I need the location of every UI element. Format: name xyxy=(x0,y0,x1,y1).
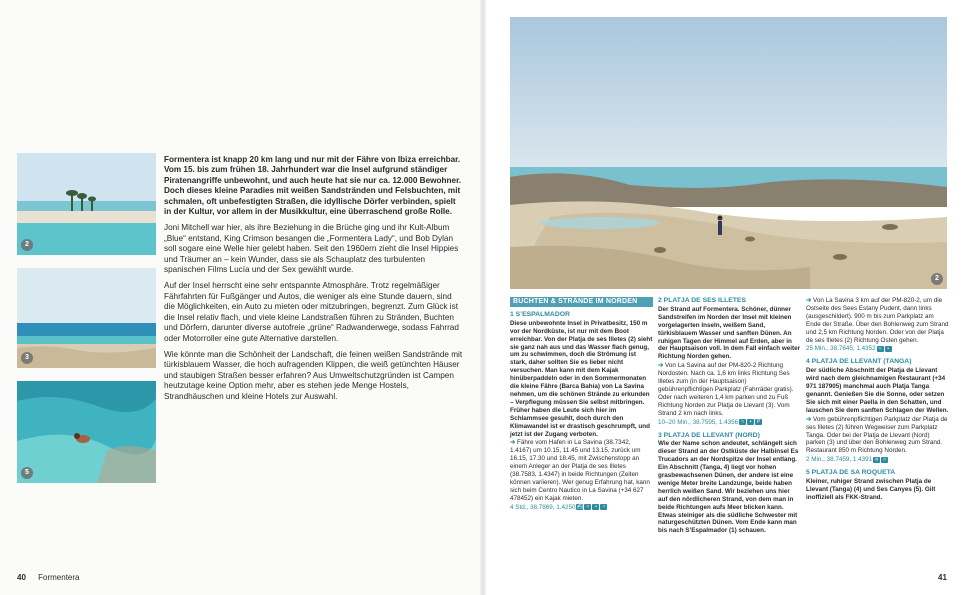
entry-title: 4 PLATJA DE LLEVANT (TANGA) xyxy=(806,358,912,366)
entry-description: Der südliche Abschnitt der Platja de Llevant wird nach dem gleichnamigen Restaurant (+34 971 187905) manchmal auch Platja Tanga genannt. Genießen Sie die Sonne, oder setzen Sie sich mit einer Paella in den Schatten, und lauschen Sie dem sanften Schlagen der Wellen. xyxy=(806,367,949,414)
entry-1 xyxy=(510,311,653,512)
arrow-right-icon: ➔ xyxy=(658,362,666,370)
photo-badge: 2 xyxy=(21,239,33,251)
arrow-right-icon: ➔ xyxy=(510,439,518,447)
intro-text xyxy=(164,155,464,408)
page-number: 40 xyxy=(17,573,26,582)
entry-title: 2 PLATJA DE SES ILLETES xyxy=(658,297,746,304)
left-footer xyxy=(17,573,80,582)
boat-icon: ⛴ xyxy=(576,503,584,510)
parking-icon: P xyxy=(757,418,761,425)
entry-meta: 10–20 Min., 38.7595, 1.4356 xyxy=(658,418,739,426)
swim-icon: ≈ xyxy=(584,504,591,510)
intro-lead-paragraph: Formentera ist knapp 20 km lang und nur mit der Fähre von Ibiza erreichbar. Vom 15. bis zum frühen 18. Jahrhundert war die Insel aufgrund ständiger Piratenangriffe unbewohnt, und auch heute hat sie nur ca. 12.000 Bewohner. Doch dieses kleine Paradies mit weißen Sandstränden und Felsbuchten, mit schmalen, oft unbefestigten Straßen, die idyllische Dörfer verbinden, spielt in der Kultur, vor allem in der Musikkultur, eine überraschend große Rolle. xyxy=(164,155,462,217)
book-gutter xyxy=(480,0,486,595)
entry-description: Wie der Name schon andeutet, schlängelt sich dieser Strand an der Ostküste der Halbinsel Es Trucadors an der Nordspitze der Insel entlang. Ein Abschnitt (Tanga, 4) liegt vor hohen grasbewachsenen Dünen, der andere ist eine wenige Meter breite Landzunge, beide haben herrlich weißen Sand. Wir beziehen uns hier auf den nördlicheren Strand, von dem man in beide Richtungen aufs Meer blicken kann. Etwas steiniger als die südliche Schwester mit naturgeschützten Dünen. Vom Ende kann man bis nach S’Espalmador (1) schauen. xyxy=(658,440,799,535)
entry-3 xyxy=(658,432,801,536)
guide-column-3 xyxy=(806,297,949,503)
entry-description: Der Strand auf Formentera. Schöner, dünner Sandstreifen im Norden der Insel mit kleinen vorgelagerten Inseln, weißem Sand, türkisblauem Wasser und sanften Dünen. An ruhigen Tagen der Himmel auf Erden, aber in der Hauptsaison voll. In dem Fall einfach weiter Richtung Norden gehen. xyxy=(658,305,801,361)
kayak-icon: ~ xyxy=(600,504,607,510)
intro-paragraph: Joni Mitchell war hier, als ihre Beziehung in die Brüche ging und ihr Kult-Album „Blue“ entstand, King Crimson besangen die „Formentera Lady“, und Bob Dylan soll sogare eine Welle hier gelebt haben. Seit den 1960ern zieht die Insel Hippies und Träumer an – kein Wunder, dass sie als Schauplatz des turbulenten spanischen Films Lucía und der Sex gewählt wurde. xyxy=(164,223,459,275)
running-title: Formentera xyxy=(38,573,80,582)
photo-badge: 5 xyxy=(21,467,33,479)
entry-directions: Fähre vom Hafen in La Savina (38.7342, 1.4167) um 10.15, 11.45 und 13.15, zurück um 16.15, 17.30 und 18.45, mit Zwischenstopp an einem Anleger an der Platja de ses Illetes (38.7583, 1.4347) in beide Richtungen (Zeiten können variieren). Wer genug Erfahrung hat, kann sich beim Centro Nautico in La Savina (+34 627 478452) ein Kajak mieten. xyxy=(510,439,650,502)
page-number: 41 xyxy=(938,573,947,582)
hero-photo-beach-walker xyxy=(510,17,947,289)
walk-icon: • xyxy=(592,504,599,510)
entry-description: Diese unbewohnte Insel in Privatbesitz, 150 m vor der Nordküste, ist nur mit dem Boot erreichbar. Von der Platja de ses Illetes (2) sieht sie ganz nah aus und das Wasser flach genug, um zu schwimmen, doch die Strömung ist stark, daher sollten Sie es lieber nicht versuchen. Man kann mit dem Kajak hinüberpaddeln oder in den Sommermonaten die kleine Fähre (Barca Bahía) von La Savina nehmen, um die schönen Strände zu erkunden – Verpflegung müssen Sie selbst mitbringen. Früher haben die Leute sich hier im Schlammsee gesuhlt, doch durch den Klimawandel ist er drastisch geschrumpft, und jetzt ist der Zugang verboten. xyxy=(510,319,653,438)
guide-column-1 xyxy=(510,297,653,517)
photo-turquoise-shore xyxy=(17,268,156,368)
entry-directions: Von La Savina 3 km auf der PM-820-2, um die Ostseite des Sees Estany Pudent, dann links (ausgeschildert). 900 m bis zum Parkplatz am Ende der Straße. Über den Bohlenweg zum Strand und 2,5 km Richtung Norden. Oder von der Platja de ses Illetes (2) Richtung Osten gehen. xyxy=(806,297,949,344)
photo-beach-islets xyxy=(17,153,156,255)
intro-paragraph: Wie könnte man die Schönheit der Landschaft, die feinen weißen Sandstrände mit türkisblauem Wasser, die hoch aufragenden Klippen, die weiß getünchten Häuser und staubigen Straßen besser erfahren? Aus Umweltschutzgründen ist Campen heutzutage keine Option mehr, aber es stehen jede Menge Hostels, Strandhäuschen und kleine Hotels zur Auswahl. xyxy=(164,349,463,401)
intro-paragraph: Auf der Insel herrscht eine sehr entspannte Atmosphäre. Trotz regelmäßiger Fährfahrten für Fußgänger und Autos, die weniger als eine Stunde dauern, sind die Möglichkeiten, ein Auto zu mieten oder mitzubringen, begrenzt. Zum Glück ist die Insel relativ flach, und viele kleine Landstraßen führen zu Stränden, Buchten und Dörfern, darunter diverse autofreie „grüne“ Radwanderwege, sodass Fahrrad oder Motorroller eine gute Alternative darstellen. xyxy=(164,281,459,343)
entry-meta: 25 Min., 38.7645, 1.4352 xyxy=(806,345,876,353)
entry-2 xyxy=(658,297,801,427)
arrow-right-icon: ➔ xyxy=(806,415,814,423)
guide-column-2 xyxy=(658,297,801,536)
entry-description: Kleiner, ruhiger Strand zwischen Platja de Llevant (Tanga) (4) und Ses Canyes (5). Gilt inoffiziell als FKK-Strand. xyxy=(806,478,936,501)
walk-icon: • xyxy=(747,419,754,425)
entry-5 xyxy=(806,469,949,502)
entry-3-continued xyxy=(806,297,949,353)
swim-icon: ≈ xyxy=(877,346,884,352)
restaurant-icon: ✕ xyxy=(874,456,879,463)
entry-meta: 2 Min., 38.7459, 1.4391 xyxy=(806,456,873,464)
entry-meta: 4 Std., 38.7869, 1.4250 xyxy=(510,503,576,511)
entry-title: 5 PLATJA DE SA ROQUETA xyxy=(806,469,896,477)
entry-directions: Von La Savina auf der PM-820-2 Richtung Nordosten. Nach ca. 1,6 km links Richtung Ses Illetes zum (in der Hauptsaison) gebührenpflichtigen Parkplatz (Fahrräder gratis). Oder nach weiteren 1,4 km parken und zu Fuß Richtung Norden zur Platja de Llevant (3). Vom Strand 2 km nach links. xyxy=(658,362,794,417)
section-heading: BUCHTEN & STRÄNDE IM NORDEN xyxy=(510,297,653,307)
photo-badge: 3 xyxy=(21,352,33,364)
photo-badge: 2 xyxy=(931,273,943,285)
photo-swimmer xyxy=(17,381,156,483)
walk-icon: • xyxy=(885,346,892,352)
swim-icon: ≈ xyxy=(881,457,888,463)
swim-icon: ≈ xyxy=(739,419,746,425)
right-footer xyxy=(938,573,947,582)
arrow-right-icon: ➔ xyxy=(806,297,814,304)
entry-title: 3 PLATJA DE LLEVANT (NORD) xyxy=(658,431,760,439)
entry-4 xyxy=(806,358,949,464)
entry-directions: Vom gebührenpflichtigen Parkplatz der Platja de ses Illetes (2) führen Wegweiser zum Parkplatz Tanga. Oder bei der Platja de Llevant (Nord) parken (3) und über den Bohlenweg zum Strand. Restaurant 850 m Richtung Norden. xyxy=(806,415,948,455)
entry-title: 1 S’ESPALMADOR xyxy=(510,310,570,318)
